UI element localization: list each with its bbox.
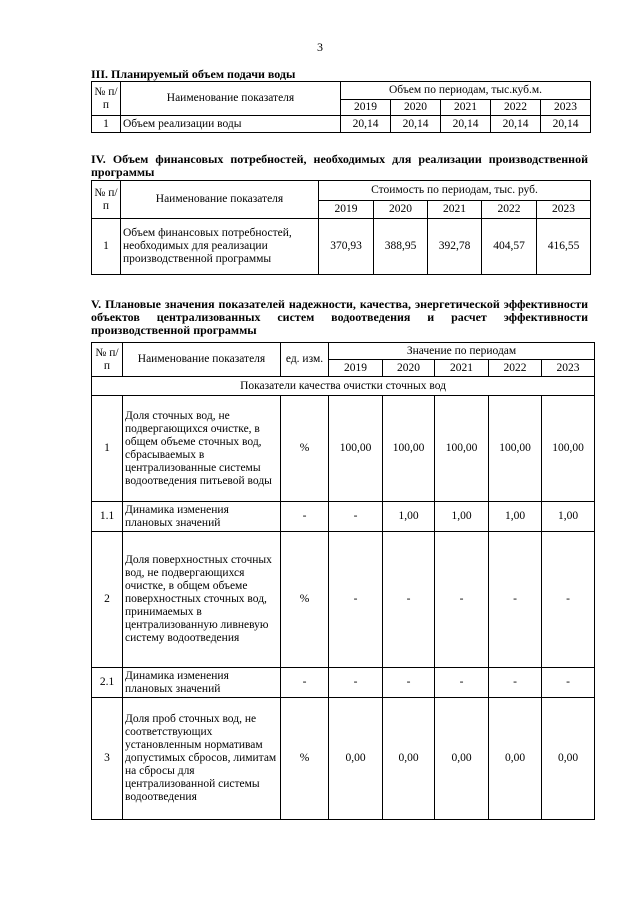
row-name: Доля сточных вод, не подвергающихся очистке, в общем объеме сточных вод, сбрасываемых в централизованные системы водоотведения питьевой воды	[123, 396, 281, 502]
year-header: 2022	[482, 201, 537, 219]
row-value: 1,00	[435, 502, 489, 532]
table-row	[92, 698, 595, 820]
row-name: Объем финансовых потребностей, необходимых для реализации производственной программы	[121, 219, 319, 275]
row-value: -	[329, 502, 383, 532]
year-header: 2019	[341, 100, 391, 116]
section4-title: IV. Объем финансовых потребностей, необходимых для реализации производственной программы	[91, 152, 588, 179]
table-row	[92, 396, 595, 502]
col-num-header: № п/п	[92, 82, 121, 116]
row-num: 1	[92, 396, 123, 502]
row-num: 1.1	[92, 502, 123, 532]
year-header: 2019	[319, 201, 374, 219]
row-value: 100,00	[489, 396, 542, 502]
row-value: -	[383, 532, 435, 668]
table-row	[92, 668, 595, 698]
col-num-header: № п/п	[92, 181, 121, 219]
row-name: Доля проб сточных вод, не соответствующих установленным нормативам допустимых сбросов, лимитам на сбросы для централизованной системы водоотведения	[123, 698, 281, 820]
row-value: 20,14	[391, 116, 441, 133]
table-row	[92, 502, 595, 532]
col-name-header: Наименование показателя	[121, 181, 319, 219]
row-value: 416,55	[537, 219, 591, 275]
table-row	[92, 219, 591, 275]
periods-header: Значение по периодам	[329, 343, 595, 360]
row-name: Доля поверхностных сточных вод, не подвергающихся очистке, в общем объеме поверхностных сточных вод, принимаемых в централизованную ливневую систему водоотведения	[123, 532, 281, 668]
row-value: -	[489, 532, 542, 668]
periods-header: Стоимость по периодам, тыс. руб.	[319, 181, 591, 201]
table-row	[92, 532, 595, 668]
row-name: Объем реализации воды	[121, 116, 341, 133]
row-value: 0,00	[489, 698, 542, 820]
year-header: 2021	[428, 201, 482, 219]
row-value: -	[435, 532, 489, 668]
row-value: 1,00	[383, 502, 435, 532]
row-value: -	[489, 668, 542, 698]
row-num: 1	[92, 219, 121, 275]
row-value: 100,00	[383, 396, 435, 502]
row-value: 0,00	[329, 698, 383, 820]
col-name-header: Наименование показателя	[121, 82, 341, 116]
section5-title: V. Плановые значения показателей надежности, качества, энергетической эффективности объектов централизованных систем водоотведения и расчет эффективности производственной программы	[91, 297, 588, 337]
row-num: 1	[92, 116, 121, 133]
row-value: 388,95	[374, 219, 428, 275]
row-value: 404,57	[482, 219, 537, 275]
year-header: 2022	[489, 360, 542, 377]
row-value: -	[542, 668, 595, 698]
table-row	[92, 116, 591, 133]
row-value: -	[542, 532, 595, 668]
year-header: 2019	[329, 360, 383, 377]
periods-header: Объем по периодам, тыс.куб.м.	[341, 82, 591, 100]
page-number: 3	[317, 40, 323, 54]
row-num: 3	[92, 698, 123, 820]
col-name-header: Наименование показателя	[123, 343, 281, 377]
row-unit: %	[281, 532, 329, 668]
year-header: 2022	[491, 100, 541, 116]
section3-title: III. Планируемый объем подачи воды	[91, 67, 296, 81]
year-header: 2020	[391, 100, 441, 116]
row-value: 0,00	[542, 698, 595, 820]
row-value: 1,00	[489, 502, 542, 532]
row-value: -	[383, 668, 435, 698]
row-value: 100,00	[435, 396, 489, 502]
row-unit: %	[281, 396, 329, 502]
row-value: -	[329, 532, 383, 668]
row-value: -	[435, 668, 489, 698]
year-header: 2023	[541, 100, 591, 116]
row-value: 20,14	[541, 116, 591, 133]
col-num-header: № п/п	[92, 343, 123, 377]
row-value: 370,93	[319, 219, 374, 275]
row-value: 0,00	[383, 698, 435, 820]
section3-table	[91, 81, 591, 133]
row-unit: -	[281, 502, 329, 532]
row-value: 1,00	[542, 502, 595, 532]
year-header: 2021	[435, 360, 489, 377]
year-header: 2020	[374, 201, 428, 219]
row-name: Динамика изменения плановых значений	[123, 502, 281, 532]
row-value: 0,00	[435, 698, 489, 820]
row-value: -	[329, 668, 383, 698]
year-header: 2023	[537, 201, 591, 219]
year-header: 2023	[542, 360, 595, 377]
section5-table	[91, 342, 595, 820]
row-num: 2	[92, 532, 123, 668]
row-value: 100,00	[329, 396, 383, 502]
row-value: 20,14	[341, 116, 391, 133]
year-header: 2020	[383, 360, 435, 377]
col-unit-header: ед. изм.	[281, 343, 329, 377]
row-name: Динамика изменения плановых значений	[123, 668, 281, 698]
row-unit: -	[281, 668, 329, 698]
row-value: 20,14	[441, 116, 491, 133]
row-value: 100,00	[542, 396, 595, 502]
table-subheader: Показатели качества очистки сточных вод	[92, 377, 595, 396]
row-value: 392,78	[428, 219, 482, 275]
section4-table	[91, 180, 591, 275]
year-header: 2021	[441, 100, 491, 116]
row-num: 2.1	[92, 668, 123, 698]
row-unit: %	[281, 698, 329, 820]
row-value: 20,14	[491, 116, 541, 133]
